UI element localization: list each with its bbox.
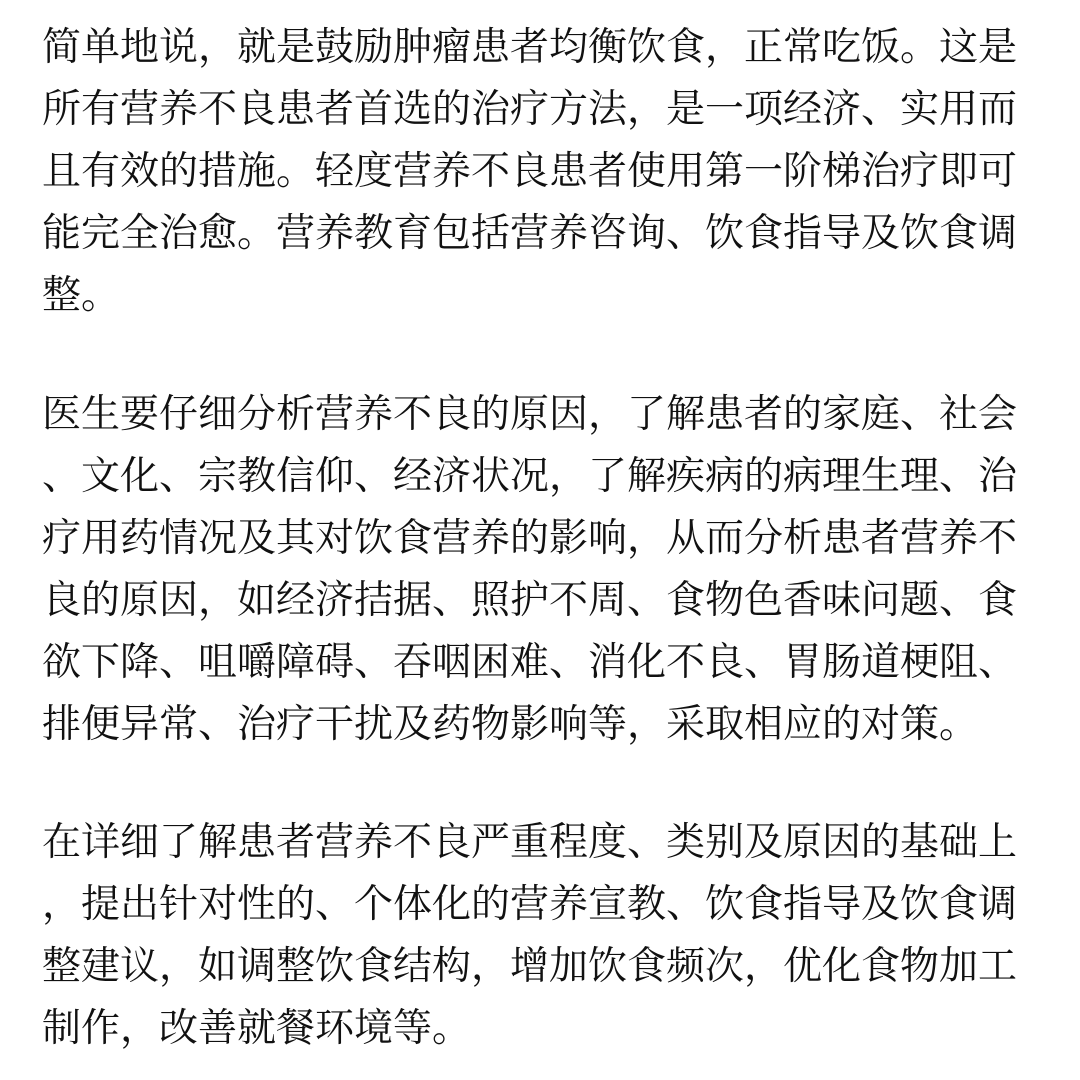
- text-line: 所有营养不良患者首选的治疗方法，是一项经济、实用而: [42, 87, 1018, 132]
- text-line: 医生要仔细分析营养不良的原因，了解患者的家庭、社会: [42, 392, 1018, 437]
- paragraph-3: [42, 812, 1042, 1060]
- text-line: 制作，改善就餐环境等。: [42, 1006, 472, 1051]
- paragraph-1: [42, 17, 1042, 327]
- text-line: 、文化、宗教信仰、经济状况，了解疾病的病理生理、治: [42, 454, 1018, 499]
- paragraph-2: [42, 384, 1042, 756]
- text-line: 欲下降、咀嚼障碍、吞咽困难、消化不良、胃肠道梗阻、: [42, 640, 1018, 685]
- text-line: ，提出针对性的、个体化的营养宣教、饮食指导及饮食调: [42, 882, 1018, 927]
- text-line: 在详细了解患者营养不良严重程度、类别及原因的基础上: [42, 820, 1018, 865]
- text-line: 良的原因，如经济拮据、照护不周、食物色香味问题、食: [42, 578, 1018, 623]
- text-line: 简单地说，就是鼓励肿瘤患者均衡饮食，正常吃饭。这是: [42, 25, 1018, 70]
- text-line: 整建议，如调整饮食结构，增加饮食频次，优化食物加工: [42, 944, 1018, 989]
- text-line: 排便异常、治疗干扰及药物影响等，采取相应的对策。: [42, 702, 979, 747]
- text-line: 疗用药情况及其对饮食营养的影响，从而分析患者营养不: [42, 516, 1018, 561]
- text-line: 且有效的措施。轻度营养不良患者使用第一阶梯治疗即可: [42, 149, 1018, 194]
- text-line: 能完全治愈。营养教育包括营养咨询、饮食指导及饮食调: [42, 211, 1018, 256]
- text-line: 整。: [42, 273, 121, 318]
